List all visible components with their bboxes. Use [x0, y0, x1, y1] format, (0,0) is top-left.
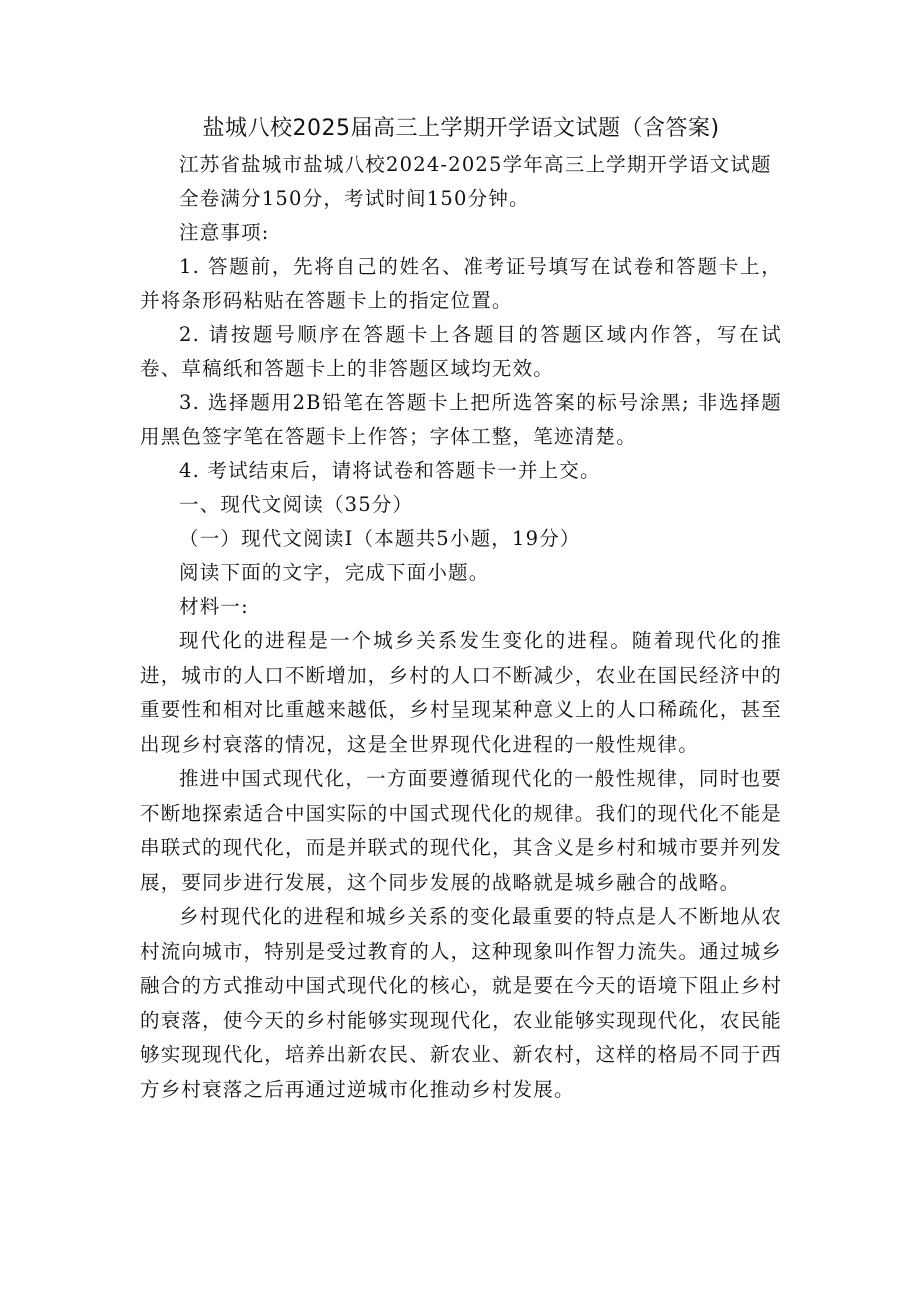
material-paragraph: 乡村现代化的进程和城乡关系的变化最重要的特点是人不断地从农村流向城市，特别是受过教育的人，这种现象叫作智力流失。通过城乡融合的方式推动中国式现代化的核心，就是要在今天的语境下阻止乡村的衰落，使今天的乡村能够实现现代化，农业能够实现现代化，农民能够实现现代化，培养出新农民、新农业、新农村，这样的格局不同于西方乡村衰落之后再通过逆城市化推动乡村发展。	[140, 905, 782, 1101]
material-paragraph: 推进中国式现代化，一方面要遵循现代化的一般性规律，同时也要不断地探索适合中国实际的中国式现代化的规律。我们的现代化不能是串联式的现代化，而是并联式的现代化，其含义是乡村和城市要并列发展，要同步进行发展，这个同步发展的战略就是城乡融合的战略。	[140, 767, 782, 894]
document-page	[140, 112, 782, 1107]
notice-heading: 注意事项:	[179, 221, 270, 244]
notice-item: 2. 请按题号顺序在答题卡上各题目的答题区域内作答，写在试卷、草稿纸和答题卡上的非答题区域均无效。	[140, 323, 782, 380]
notice-item: 1. 答题前，先将自己的姓名、准考证号填写在试卷和答题卡上，并将条形码粘贴在答题卡上的指定位置。	[140, 255, 782, 312]
material-label: 材料一:	[179, 595, 249, 618]
score-time-line: 全卷满分150分，考试时间150分钟。	[179, 187, 530, 210]
section-heading: 一、现代文阅读（35分）	[179, 493, 414, 516]
subsection-heading: （一）现代文阅读Ⅰ（本题共5小题，19分）	[179, 527, 581, 550]
notice-item: 3. 选择题用2B铅笔在答题卡上把所选答案的标号涂黑; 非选择题用黑色签字笔在答题卡上作答；字体工整，笔迹清楚。	[140, 391, 782, 448]
material-paragraph: 现代化的进程是一个城乡关系发生变化的进程。随着现代化的推进，城市的人口不断增加，乡村的人口不断减少，农业在国民经济中的重要性和相对比重越来越低，乡村呈现某种意义上的人口稀疏化，甚至出现乡村衰落的情况，这是全世界现代化进程的一般性规律。	[140, 629, 782, 756]
reading-instruction: 阅读下面的文字，完成下面小题。	[179, 561, 490, 584]
notice-item: 4. 考试结束后，请将试卷和答题卡一并上交。	[179, 459, 601, 482]
document-subtitle: 江苏省盐城市盐城八校2024-2025学年高三上学期开学语文试题	[179, 153, 772, 176]
document-title: 盐城八校2025届高三上学期开学语文试题（含答案)	[202, 116, 720, 141]
